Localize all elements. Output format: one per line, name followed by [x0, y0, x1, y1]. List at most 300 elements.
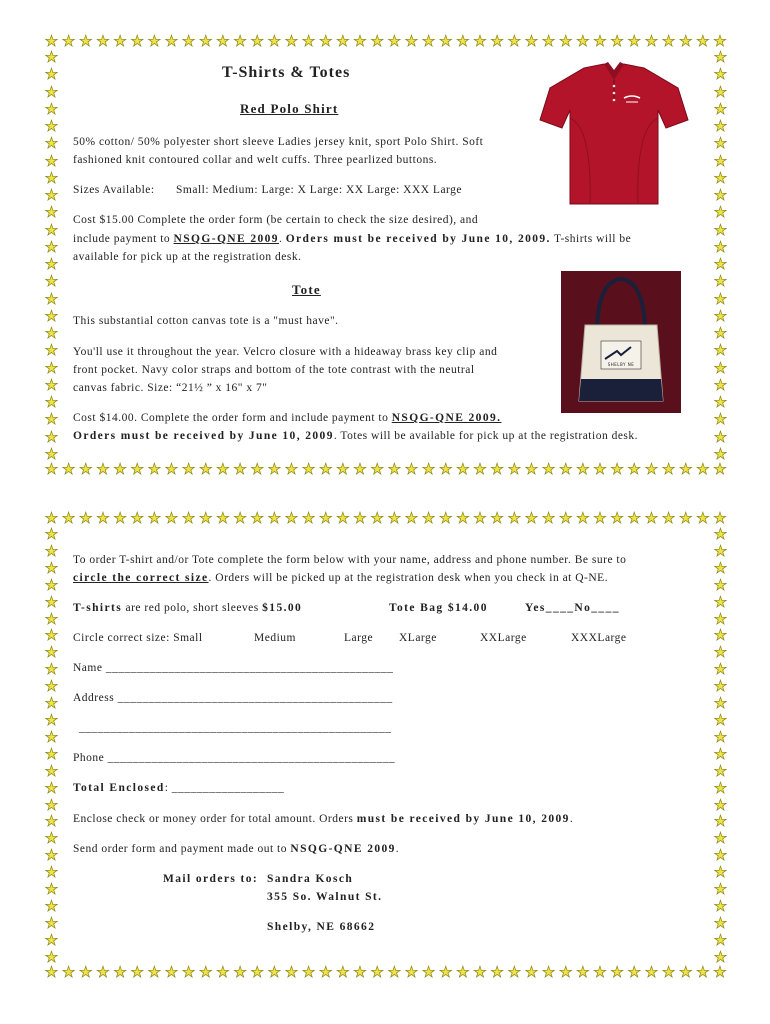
star-icon: ★: [524, 963, 539, 981]
star-icon: ★: [696, 963, 710, 981]
star-icon: ★: [319, 460, 333, 478]
star-icon: ★: [267, 460, 282, 478]
star-icon: ★: [404, 509, 419, 527]
star-icon: ★: [199, 32, 213, 50]
star-icon: ★: [44, 829, 59, 848]
polo-heading: Red Polo Shirt: [240, 101, 339, 116]
size-option-xxxlarge[interactable]: XXXLarge: [571, 632, 627, 644]
size-option-xxlarge[interactable]: XXLarge: [480, 632, 527, 644]
star-icon: ★: [130, 963, 144, 981]
star-icon: ★: [130, 32, 144, 50]
star-icon: ★: [713, 575, 728, 594]
name-field[interactable]: Name ______________________________________________: [73, 662, 394, 674]
total-enclosed-line[interactable]: [73, 782, 284, 794]
star-icon: ★: [473, 963, 487, 981]
star-icon: ★: [44, 255, 59, 273]
page-title: T-Shirts & Totes: [222, 64, 351, 81]
star-icon: ★: [301, 509, 316, 527]
star-icon: ★: [644, 963, 659, 981]
star-icon: ★: [44, 117, 59, 135]
star-icon: ★: [44, 168, 59, 187]
total-enclosed-field[interactable]: : __________________: [164, 782, 285, 794]
star-icon: ★: [713, 134, 728, 153]
star-icon: ★: [44, 237, 59, 256]
star-icon: ★: [250, 963, 264, 981]
star-icon: ★: [44, 393, 59, 411]
star-icon: ★: [713, 626, 728, 645]
star-icon: ★: [44, 48, 59, 66]
star-icon: ★: [44, 694, 59, 713]
star-icon: ★: [524, 460, 539, 478]
star-icon: ★: [44, 341, 59, 360]
star-icon: ★: [713, 341, 728, 360]
star-icon: ★: [644, 509, 659, 527]
star-icon: ★: [181, 509, 196, 527]
star-icon: ★: [44, 913, 59, 932]
star-icon: ★: [713, 896, 728, 915]
tote-heading: Tote: [292, 282, 321, 297]
star-icon: ★: [524, 509, 539, 527]
star-icon: ★: [199, 963, 213, 981]
star-icon: ★: [661, 509, 676, 527]
total-enclosed-label: Total Enclosed: [73, 782, 165, 794]
size-option-xlarge[interactable]: XLarge: [399, 632, 437, 644]
star-icon: ★: [713, 393, 728, 411]
star-icon: ★: [713, 32, 727, 50]
send-text: .: [395, 843, 400, 855]
star-icon: ★: [147, 32, 162, 50]
star-icon: ★: [524, 32, 539, 50]
star-icon: ★: [473, 32, 487, 50]
star-icon: ★: [490, 460, 504, 478]
star-icon: ★: [284, 460, 299, 478]
star-icon: ★: [147, 509, 162, 527]
star-icon: ★: [713, 558, 728, 577]
star-icon: ★: [713, 795, 728, 814]
star-icon: ★: [61, 509, 76, 527]
tote-description-3: front pocket. Navy color straps and bottom of the tote contrast with the neutral: [73, 364, 475, 376]
star-icon: ★: [713, 255, 728, 273]
star-icon: ★: [713, 694, 728, 713]
star-icon: ★: [490, 509, 504, 527]
star-icon: ★: [44, 626, 59, 645]
star-icon: ★: [336, 460, 350, 478]
send-text: Send order form and payment made out to: [73, 843, 291, 855]
star-icon: ★: [456, 509, 470, 527]
star-icon: ★: [233, 509, 247, 527]
star-icon: ★: [164, 460, 179, 478]
star-icon: ★: [678, 963, 693, 981]
star-icon: ★: [79, 460, 93, 478]
star-icon: ★: [44, 203, 59, 222]
star-icon: ★: [713, 744, 728, 763]
star-icon: ★: [593, 32, 607, 50]
order-intro-1: To order T-shirt and/or Tote complete the form below with your name, address and phone number. Be sure to: [73, 554, 627, 566]
star-icon: ★: [267, 963, 282, 981]
star-icon: ★: [44, 880, 59, 899]
star-icon: ★: [96, 32, 110, 50]
star-icon: ★: [44, 289, 59, 308]
star-icon: ★: [713, 272, 728, 291]
star-icon: ★: [713, 778, 728, 797]
star-icon: ★: [216, 32, 230, 50]
mail-orders-label: Mail orders to:: [163, 873, 259, 885]
star-icon: ★: [661, 32, 676, 50]
star-icon: ★: [696, 32, 710, 50]
star-icon: ★: [576, 460, 590, 478]
star-icon: ★: [44, 930, 59, 949]
send-order-line: [73, 843, 399, 855]
star-icon: ★: [44, 846, 59, 865]
star-icon: ★: [713, 677, 728, 696]
tshirts-price: $15.00: [262, 602, 303, 614]
size-option-large[interactable]: Large: [344, 632, 374, 644]
enclose-text: .: [569, 813, 574, 825]
star-icon: ★: [593, 963, 607, 981]
polo-cost-line-1: Cost $15.00 Complete the order form (be certain to check the size desired), and: [73, 214, 479, 226]
star-icon: ★: [370, 32, 384, 50]
star-icon: ★: [44, 427, 59, 446]
star-icon: ★: [713, 541, 728, 560]
star-icon: ★: [44, 963, 59, 981]
order-deadline: Orders must be received by June 10, 2009.: [285, 233, 551, 245]
star-icon: ★: [267, 32, 282, 50]
star-icon: ★: [44, 710, 59, 729]
star-icon: ★: [713, 237, 728, 256]
star-icon: ★: [319, 509, 333, 527]
star-icon: ★: [610, 460, 624, 478]
star-icon: ★: [593, 509, 607, 527]
star-icon: ★: [44, 32, 59, 50]
star-icon: ★: [44, 744, 59, 763]
star-icon: ★: [507, 963, 522, 981]
star-icon: ★: [713, 727, 728, 746]
star-icon: ★: [44, 558, 59, 577]
star-icon: ★: [439, 509, 453, 527]
polo-cost-line-3: available for pick up at the registration desk.: [73, 251, 302, 263]
star-icon: ★: [113, 963, 127, 981]
star-icon: ★: [713, 609, 728, 628]
star-icon: ★: [713, 48, 728, 66]
star-icon: ★: [44, 643, 59, 662]
star-icon: ★: [678, 32, 693, 50]
star-icon: ★: [44, 134, 59, 153]
star-icon: ★: [181, 32, 196, 50]
star-icon: ★: [233, 963, 247, 981]
cost-text: .: [278, 233, 286, 245]
star-icon: ★: [113, 32, 127, 50]
star-icon: ★: [44, 761, 59, 780]
star-icon: ★: [113, 460, 127, 478]
order-intro-2: [73, 572, 608, 584]
star-icon: ★: [44, 812, 59, 831]
star-icon: ★: [353, 963, 367, 981]
star-icon: ★: [44, 727, 59, 746]
star-icon: ★: [44, 460, 59, 478]
star-icon: ★: [644, 460, 659, 478]
mail-recipient-name: Sandra Kosch: [267, 873, 354, 885]
star-icon: ★: [44, 358, 59, 377]
star-icon: ★: [713, 829, 728, 848]
star-icon: ★: [387, 32, 402, 50]
enclose-payment-line: [73, 813, 573, 825]
star-icon: ★: [44, 99, 59, 118]
star-icon: ★: [199, 509, 213, 527]
star-icon: ★: [284, 963, 299, 981]
star-icon: ★: [713, 117, 728, 135]
star-icon: ★: [336, 509, 350, 527]
star-icon: ★: [44, 375, 59, 394]
star-icon: ★: [713, 963, 727, 981]
star-icon: ★: [96, 509, 110, 527]
star-icon: ★: [661, 963, 676, 981]
tote-description-1: This substantial cotton canvas tote is a "must have".: [73, 315, 339, 327]
star-icon: ★: [284, 32, 299, 50]
star-icon: ★: [44, 410, 59, 429]
star-icon: ★: [250, 32, 264, 50]
star-icon: ★: [130, 460, 144, 478]
star-icon: ★: [61, 32, 76, 50]
star-icon: ★: [44, 677, 59, 696]
star-icon: ★: [507, 460, 522, 478]
star-icon: ★: [113, 509, 127, 527]
phone-field[interactable]: Phone ______________________________________________: [73, 752, 396, 764]
star-icon: ★: [216, 509, 230, 527]
tote-description-4: canvas fabric. Size: “21½ ” x 16" x 7": [73, 382, 268, 394]
star-icon: ★: [44, 947, 59, 966]
star-icon: ★: [456, 32, 470, 50]
cost-text: Cost $14.00. Complete the order form and include payment to: [73, 412, 392, 424]
circle-size-label: Circle correct size: Small: [73, 632, 203, 644]
star-icon: ★: [713, 643, 728, 662]
sizes-available-label: Sizes Available:: [73, 184, 155, 196]
star-icon: ★: [44, 82, 59, 101]
star-icon: ★: [439, 963, 453, 981]
address-field[interactable]: Address ____________________________________________: [73, 692, 393, 704]
cost-text: . Totes will be available for pick up at the registration desk.: [333, 430, 639, 442]
star-icon: ★: [713, 930, 728, 949]
star-icon: ★: [439, 32, 453, 50]
tote-description-2: You'll use it throughout the year. Velcro closure with a hideaway brass key clip and: [73, 346, 498, 358]
star-icon: ★: [507, 32, 522, 50]
star-icon: ★: [301, 963, 316, 981]
star-icon: ★: [44, 186, 59, 204]
star-icon: ★: [558, 32, 573, 50]
address-field-line-2[interactable]: __________________________________________________: [79, 722, 392, 734]
star-icon: ★: [713, 710, 728, 729]
star-icon: ★: [696, 509, 710, 527]
star-icon: ★: [456, 963, 470, 981]
star-icon: ★: [644, 32, 659, 50]
star-icon: ★: [336, 32, 350, 50]
star-icon: ★: [713, 846, 728, 865]
tote-yes-no-field[interactable]: Yes____No____: [525, 602, 620, 614]
star-icon: ★: [421, 509, 436, 527]
star-icon: ★: [181, 963, 196, 981]
star-icon: ★: [44, 272, 59, 291]
star-icon: ★: [713, 947, 728, 966]
star-icon: ★: [456, 460, 470, 478]
star-icon: ★: [267, 509, 282, 527]
star-icon: ★: [164, 32, 179, 50]
star-icon: ★: [558, 460, 573, 478]
size-option-medium[interactable]: Medium: [254, 632, 296, 644]
star-icon: ★: [61, 963, 76, 981]
star-icon: ★: [44, 151, 59, 170]
star-icon: ★: [713, 65, 728, 84]
star-icon: ★: [713, 289, 728, 308]
star-icon: ★: [627, 963, 641, 981]
cost-text: T-shirts will be: [550, 233, 632, 245]
star-icon: ★: [713, 863, 728, 882]
star-icon: ★: [610, 509, 624, 527]
star-icon: ★: [541, 509, 556, 527]
tshirts-description: are red polo, short sleeves: [122, 602, 263, 614]
star-icon: ★: [164, 509, 179, 527]
star-icon: ★: [44, 575, 59, 594]
star-icon: ★: [301, 32, 316, 50]
star-icon: ★: [713, 306, 728, 325]
star-icon: ★: [713, 151, 728, 170]
star-icon: ★: [610, 32, 624, 50]
star-icon: ★: [696, 460, 710, 478]
star-icon: ★: [490, 32, 504, 50]
star-icon: ★: [44, 609, 59, 628]
star-icon: ★: [353, 460, 367, 478]
mail-city-state-zip: Shelby, NE 68662: [267, 921, 376, 933]
star-icon: ★: [439, 460, 453, 478]
star-icon: ★: [627, 509, 641, 527]
star-icon: ★: [713, 168, 728, 187]
star-icon: ★: [713, 375, 728, 394]
star-icon: ★: [284, 509, 299, 527]
star-icon: ★: [558, 963, 573, 981]
star-icon: ★: [79, 32, 93, 50]
star-icon: ★: [44, 541, 59, 560]
star-icon: ★: [576, 509, 590, 527]
mail-street-address: 355 So. Walnut St.: [267, 891, 383, 903]
star-icon: ★: [387, 460, 402, 478]
star-icon: ★: [44, 863, 59, 882]
star-icon: ★: [713, 99, 728, 118]
sizes-available-list: Small: Medium: Large: X Large: XX Large: XXX Large: [176, 184, 463, 196]
star-icon: ★: [713, 761, 728, 780]
star-icon: ★: [216, 963, 230, 981]
star-icon: ★: [79, 963, 93, 981]
star-icon: ★: [44, 525, 59, 543]
order-deadline: must be received by June 10, 2009: [356, 813, 570, 825]
enclose-text: Enclose check or money order for total amount. Orders: [73, 813, 357, 825]
star-icon: ★: [713, 410, 728, 429]
circle-size-instruction: circle the correct size: [73, 572, 209, 584]
star-icon: ★: [301, 460, 316, 478]
tote-bag-price: Tote Bag $14.00: [389, 602, 488, 614]
star-icon: ★: [576, 32, 590, 50]
star-icon: ★: [713, 220, 728, 239]
star-icon: ★: [421, 963, 436, 981]
star-icon: ★: [353, 509, 367, 527]
star-icon: ★: [713, 812, 728, 831]
star-icon: ★: [147, 963, 162, 981]
star-icon: ★: [713, 880, 728, 899]
star-icon: ★: [336, 963, 350, 981]
star-icon: ★: [44, 324, 59, 342]
order-deadline: Orders must be received by June 10, 2009: [73, 430, 334, 442]
star-icon: ★: [713, 324, 728, 342]
star-icon: ★: [473, 460, 487, 478]
star-icon: ★: [490, 963, 504, 981]
star-icon: ★: [404, 963, 419, 981]
star-icon: ★: [678, 509, 693, 527]
star-icon: ★: [541, 963, 556, 981]
star-icon: ★: [576, 963, 590, 981]
star-icon: ★: [353, 32, 367, 50]
star-icon: ★: [713, 82, 728, 101]
star-icon: ★: [199, 460, 213, 478]
star-icon: ★: [713, 525, 728, 543]
star-icon: ★: [44, 778, 59, 797]
tshirts-label: T-shirts: [73, 602, 123, 614]
star-icon: ★: [661, 460, 676, 478]
payee-name: NSQG-QNE 2009: [290, 843, 396, 855]
star-icon: ★: [713, 913, 728, 932]
star-icon: ★: [370, 963, 384, 981]
star-icon: ★: [713, 427, 728, 446]
tshirt-order-line: [73, 602, 302, 614]
star-icon: ★: [627, 460, 641, 478]
star-icon: ★: [130, 509, 144, 527]
star-icon: ★: [250, 460, 264, 478]
star-icon: ★: [216, 460, 230, 478]
star-icon: ★: [44, 509, 59, 527]
star-icon: ★: [233, 32, 247, 50]
star-icon: ★: [610, 963, 624, 981]
star-icon: ★: [250, 509, 264, 527]
star-icon: ★: [319, 963, 333, 981]
star-icon: ★: [627, 32, 641, 50]
star-icon: ★: [387, 963, 402, 981]
star-icon: ★: [44, 444, 59, 463]
star-icon: ★: [541, 460, 556, 478]
star-icon: ★: [44, 660, 59, 679]
star-icon: ★: [181, 460, 196, 478]
tote-bag-label: SHELBY NE: [607, 362, 635, 367]
star-icon: ★: [370, 460, 384, 478]
star-icon: ★: [713, 660, 728, 679]
star-icon: ★: [404, 32, 419, 50]
star-icon: ★: [44, 306, 59, 325]
star-icon: ★: [96, 963, 110, 981]
star-icon: ★: [678, 460, 693, 478]
star-icon: ★: [61, 460, 76, 478]
star-icon: ★: [713, 358, 728, 377]
star-icon: ★: [713, 460, 727, 478]
star-icon: ★: [44, 592, 59, 611]
star-icon: ★: [233, 460, 247, 478]
star-icon: ★: [96, 460, 110, 478]
star-icon: ★: [370, 509, 384, 527]
star-icon: ★: [713, 592, 728, 611]
star-icon: ★: [44, 220, 59, 239]
star-icon: ★: [387, 509, 402, 527]
star-icon: ★: [421, 32, 436, 50]
star-icon: ★: [44, 896, 59, 915]
payee-name: NSQG-QNE 2009.: [391, 412, 502, 424]
star-icon: ★: [44, 795, 59, 814]
star-icon: ★: [421, 460, 436, 478]
star-icon: ★: [473, 509, 487, 527]
star-icon: ★: [147, 460, 162, 478]
